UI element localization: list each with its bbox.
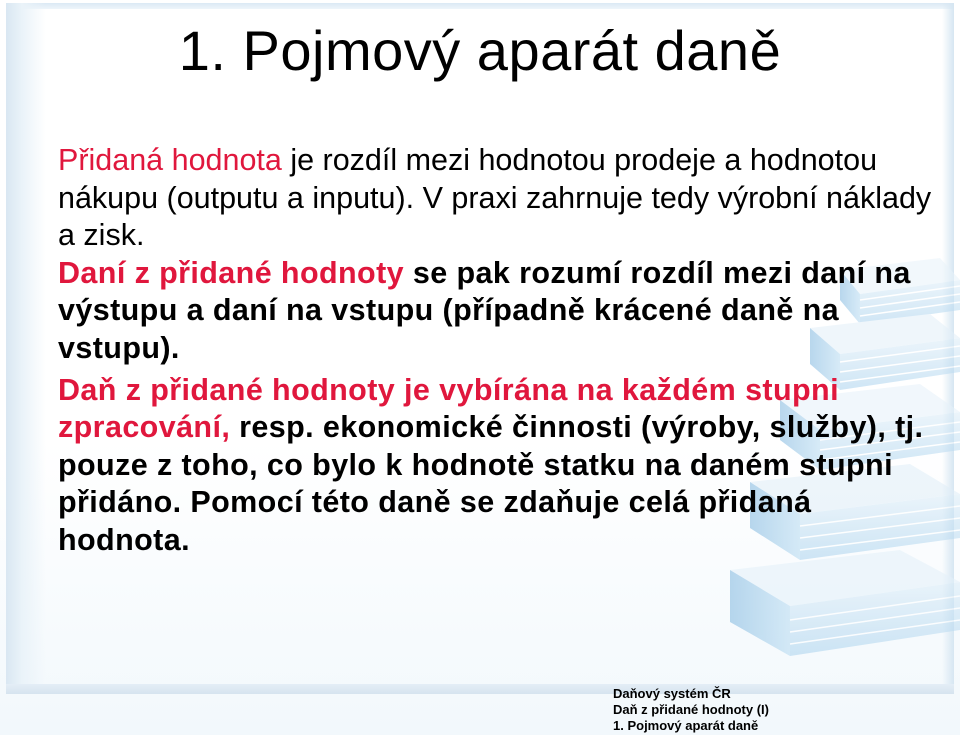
paragraph-text: resp. ekonomické činnosti (výroby, služby), tj. pouze z toho, co bylo k hodnotě statku na daném stupni přidáno. Pomocí této daně se zdaňuje celá přidaná hodnota.	[58, 410, 924, 557]
term-vat: Daní z přidané hodnoty	[58, 255, 404, 290]
paragraph-text: je rozdíl mezi hodnotou prodeje a hodnotou nákupu (outputu a inputu). V praxi zahrnuje tedy výrobní náklady a zisk.	[58, 143, 932, 253]
term-vat-collection: Daň z přidané hodnoty je vybírána na každém stupni zpracování,	[58, 372, 839, 445]
footer-line-2: Daň z přidané hodnoty (I)	[613, 702, 769, 717]
frame-left	[6, 3, 46, 693]
frame-top	[6, 3, 954, 9]
slide-body	[58, 142, 938, 560]
paragraph-text: se pak rozumí rozdíl mezi daní na výstupu a daní na vstupu (případně krácené daně na vstupu).	[58, 255, 911, 365]
slide-footer	[613, 686, 813, 734]
paragraph-vat-definition	[58, 255, 938, 368]
footer-line-3: 1. Pojmový aparát daně	[613, 718, 759, 733]
paragraph-vat-collection	[58, 372, 938, 560]
slide-title: 1. Pojmový aparát daně	[178, 19, 782, 82]
paragraph-added-value	[58, 142, 938, 255]
term-added-value: Přidaná hodnota	[58, 143, 282, 177]
footer-line-1: Daňový systém ČR	[613, 686, 731, 701]
